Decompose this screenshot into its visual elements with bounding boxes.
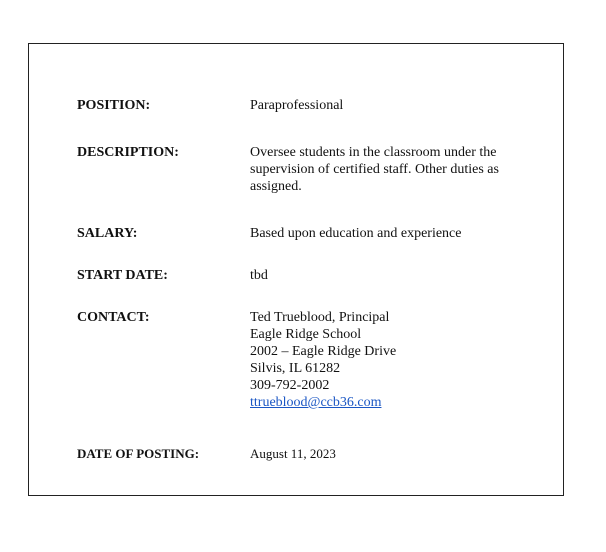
description-value bbox=[250, 144, 499, 195]
position-label: POSITION: bbox=[77, 98, 151, 113]
description-line: assigned. bbox=[250, 179, 302, 194]
salary-value: Based upon education and experience bbox=[250, 226, 462, 241]
description-line: supervision of certified staff. Other duties as bbox=[250, 162, 499, 177]
contact-name: Ted Trueblood, Principal bbox=[250, 310, 390, 325]
position-value: Paraprofessional bbox=[250, 98, 344, 113]
contact-label: CONTACT: bbox=[77, 310, 150, 325]
salary-label: SALARY: bbox=[77, 226, 138, 241]
contact-phone: 309-792-2002 bbox=[250, 378, 330, 393]
posting-date-value: August 11, 2023 bbox=[250, 446, 336, 461]
contact-email-link[interactable]: ttrueblood@ccb36.com bbox=[250, 395, 382, 410]
contact-value bbox=[250, 309, 396, 411]
contact-school: Eagle Ridge School bbox=[250, 327, 362, 342]
start-date-label: START DATE: bbox=[77, 268, 168, 283]
description-line: Oversee students in the classroom under the bbox=[250, 145, 497, 160]
contact-street: 2002 – Eagle Ridge Drive bbox=[250, 344, 397, 359]
contact-city: Silvis, IL 61282 bbox=[250, 361, 341, 376]
description-label: DESCRIPTION: bbox=[77, 145, 179, 160]
job-posting-box bbox=[28, 43, 564, 496]
posting-date-label: DATE OF POSTING: bbox=[77, 446, 200, 461]
start-date-value: tbd bbox=[250, 268, 268, 283]
